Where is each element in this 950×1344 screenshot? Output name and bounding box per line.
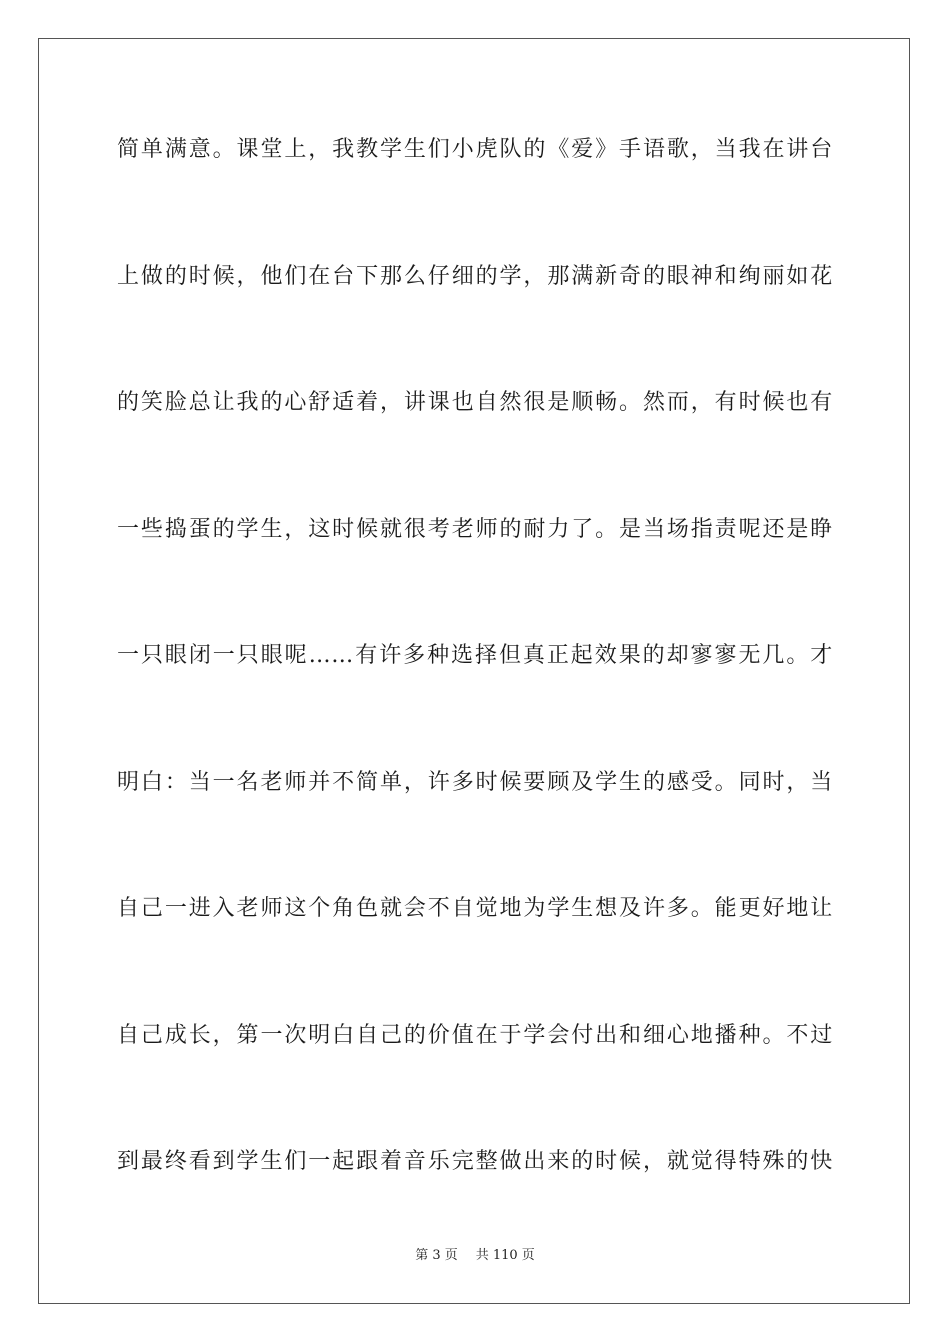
page-total: 共 110 页	[475, 1248, 535, 1263]
page-footer	[0, 1246, 950, 1266]
text-line-6: 明白：当一名老师并不简单，许多时候要顾及学生的感受。同时，当	[117, 769, 833, 795]
text-line-7: 自己一进入老师这个角色就会不自觉地为学生想及许多。能更好地让	[117, 896, 833, 921]
document-body	[117, 128, 833, 1267]
page-number: 第 3 页	[415, 1248, 458, 1263]
text-line-2: 上做的时候，他们在台下那么仔细的学，那满新奇的眼神和绚丽如花	[117, 263, 833, 289]
text-line-3: 的笑脸总让我的心舒适着，讲课也自然很是顺畅。然而，有时候也有	[117, 390, 833, 415]
text-line-4: 一些捣蛋的学生，这时候就很考老师的耐力了。是当场指责呢还是睁	[117, 516, 833, 542]
text-line-1: 简单满意。课堂上，我教学生们小虎队的《爱》手语歌，当我在讲台	[117, 137, 833, 162]
text-line-9: 到最终看到学生们一起跟着音乐完整做出来的时候，就觉得特殊的快	[117, 1149, 833, 1174]
text-line-8: 自己成长，第一次明白自己的价值在于学会付出和细心地播种。不过	[117, 1022, 833, 1048]
text-line-5: 一只眼闭一只眼呢……有许多种选择但真正起效果的却寥寥无几。才	[117, 643, 833, 668]
